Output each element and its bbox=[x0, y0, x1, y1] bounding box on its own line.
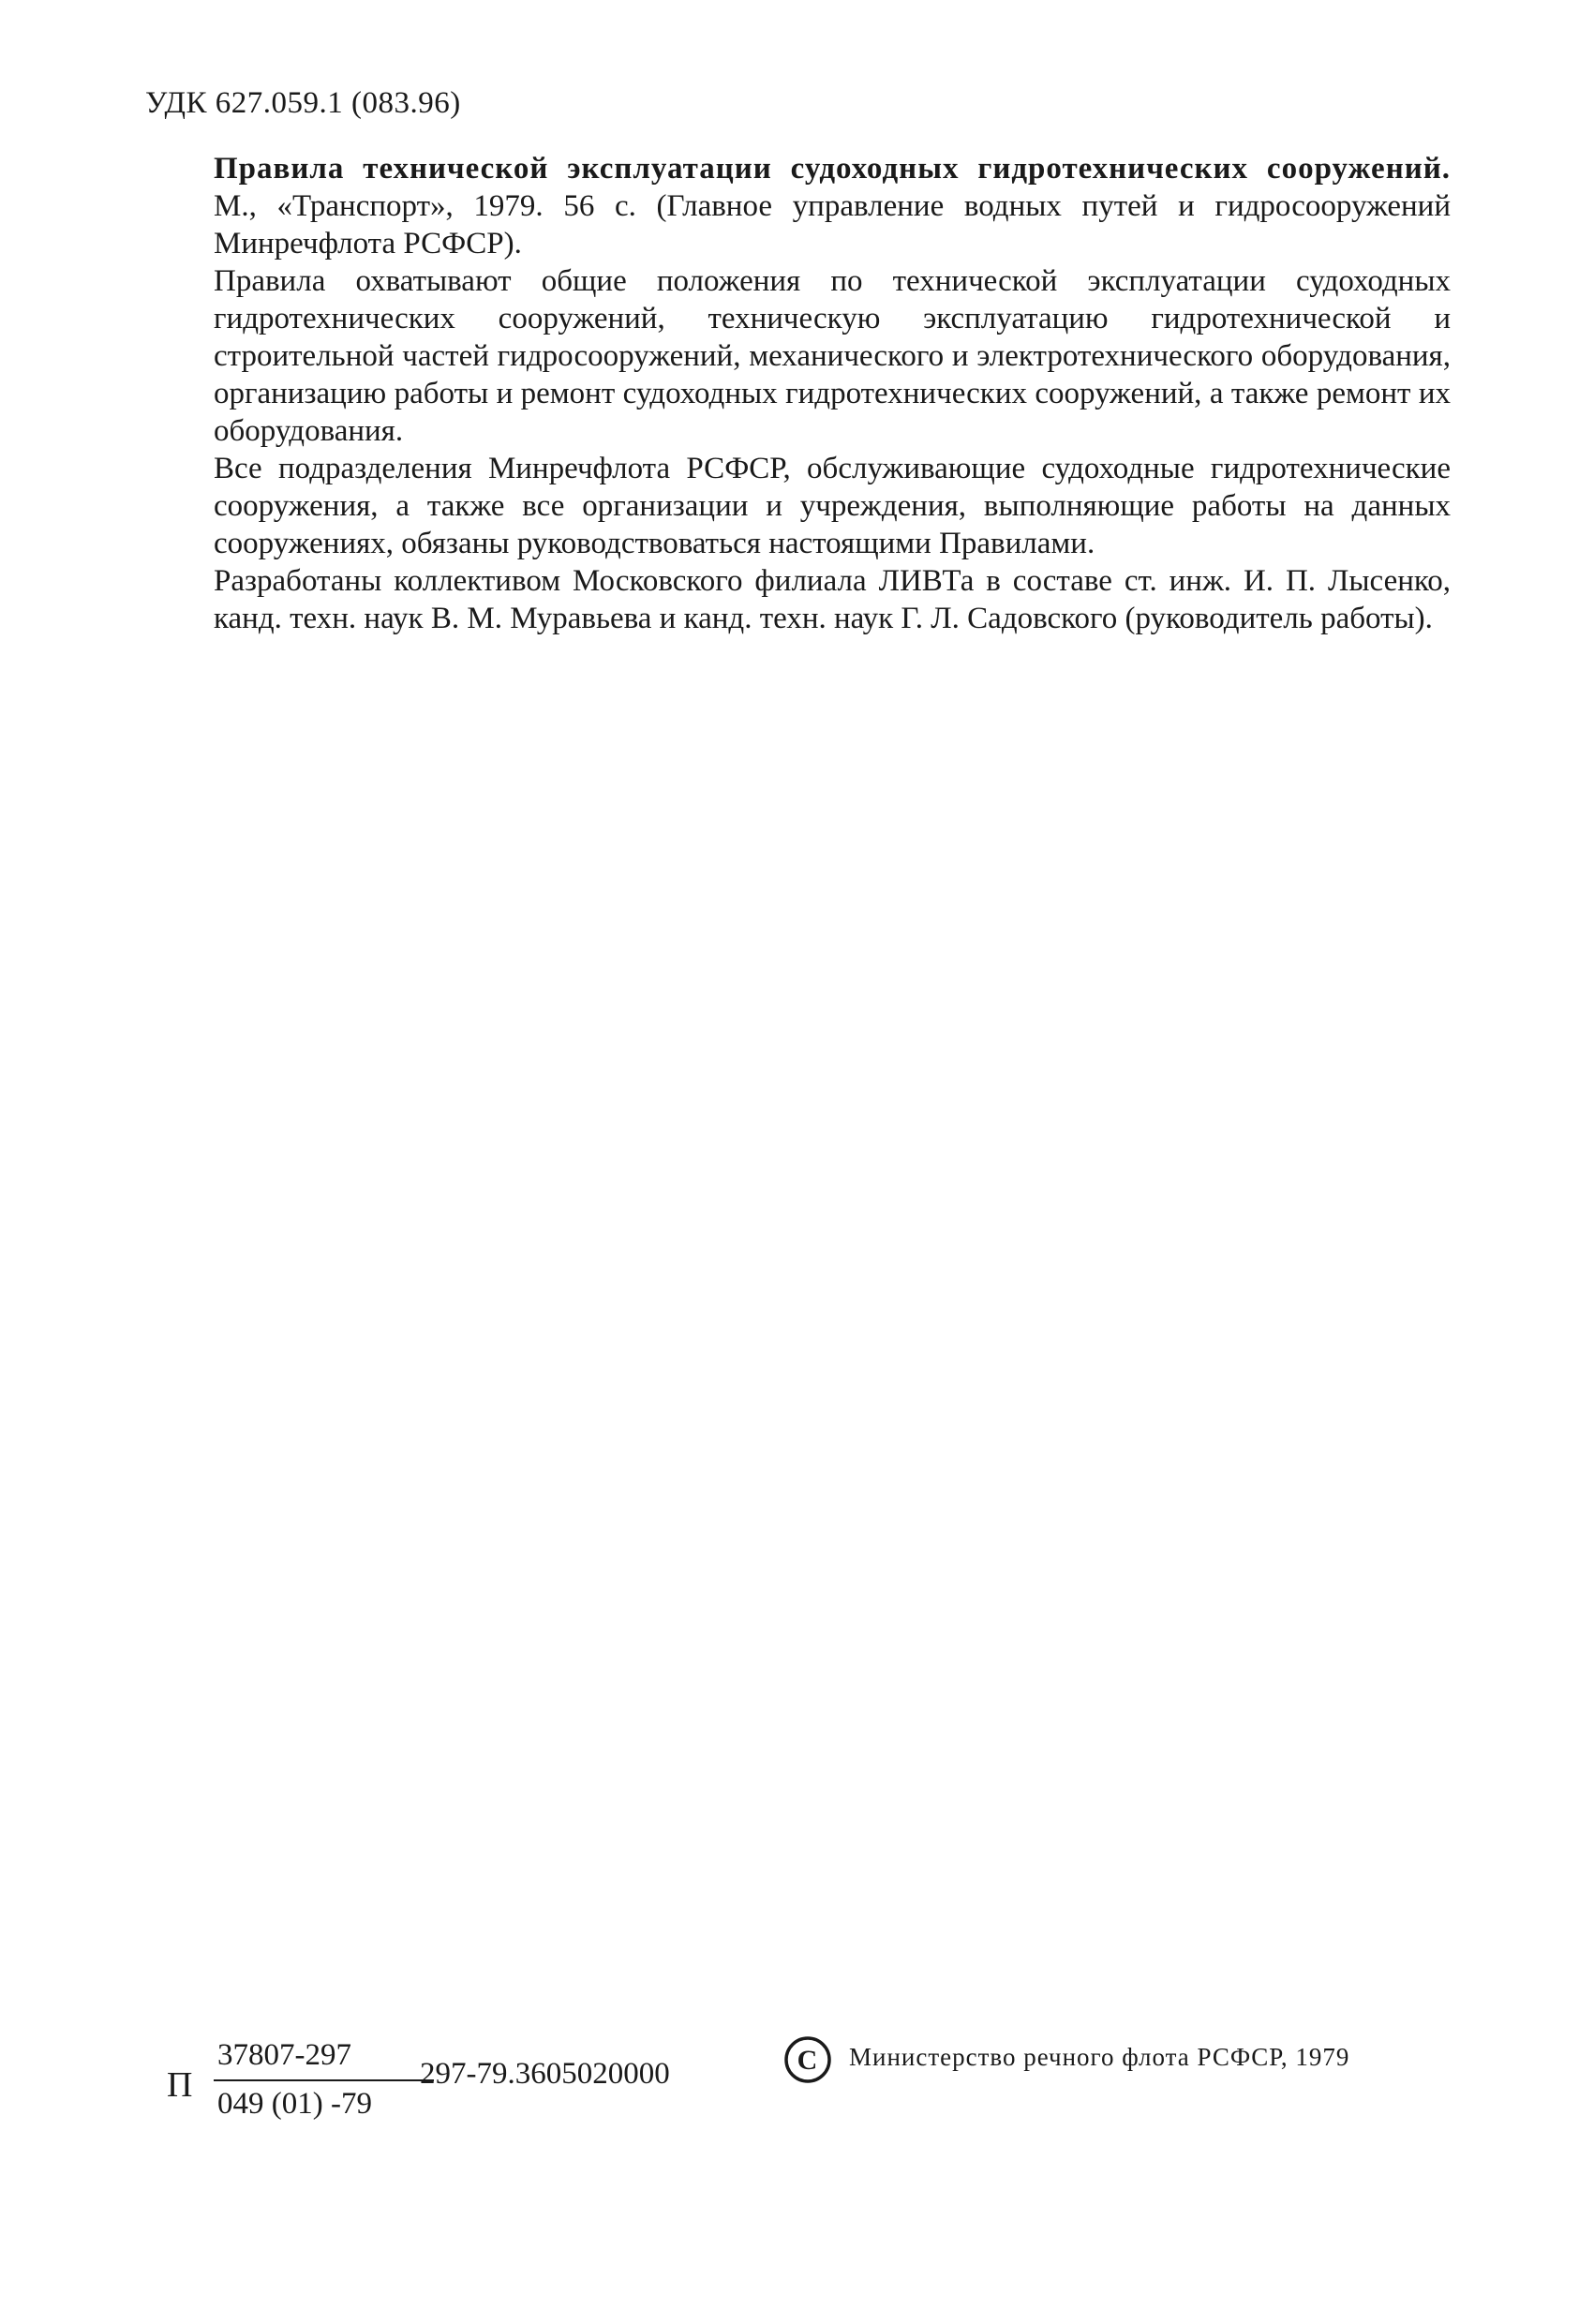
copyright-icon bbox=[783, 2035, 832, 2084]
abstract-title: Правила технической эксплуатации судоходных гидротехнических сооружений. bbox=[214, 152, 1451, 186]
abstract-paragraph-scope: Правила охватывают общие положения по технической эксплуатации судоходных гидротехнических сооружений, техническую эксплуатацию гидротехнической и строительной частей гидросооружений, механического и электротехнического оборудования, организацию работы и ремонт судоходных гидротехнических сооружений, а также ремонт их оборудования. bbox=[214, 264, 1451, 448]
publication-code-suffix: 297-79.3605020000 bbox=[420, 2057, 670, 2091]
publication-code-letter: П bbox=[167, 2065, 193, 2105]
publication-code-numerator: 37807-297 bbox=[217, 2038, 351, 2072]
abstract-block bbox=[214, 150, 1451, 637]
abstract-paragraph-applicability: Все подразделения Минречфлота РСФСР, обслуживающие судоходные гидротехнические сооружения, а также все организации и учреждения, выполняющие работы на данных сооружениях, обязаны руководствоваться настоящими Правилами. bbox=[214, 452, 1451, 560]
publication-code-fraction-line bbox=[214, 2079, 434, 2081]
abstract-paragraph-authors: Разработаны коллективом Московского филиала ЛИВТа в составе ст. инж. И. П. Лысенко, канд. техн. наук В. М. Муравьева и канд. техн. наук Г. Л. Садовского (руководитель работы). bbox=[214, 564, 1451, 635]
copyright-notice bbox=[783, 2035, 1496, 2092]
publication-code-denominator: 049 (01) -79 bbox=[217, 2087, 372, 2121]
abstract-title-details: М., «Транспорт», 1979. 56 с. (Главное управление водных путей и гидросооружений Минречфлота РСФСР). bbox=[214, 189, 1451, 261]
publication-code bbox=[167, 2038, 748, 2127]
svg-text:C: C bbox=[797, 2045, 819, 2076]
abstract-paragraph-title bbox=[214, 150, 1451, 262]
copyright-text: Министерство речного флота РСФСР, 1979 bbox=[849, 2043, 1350, 2071]
udc-code: УДК 627.059.1 (083.96) bbox=[145, 86, 461, 120]
